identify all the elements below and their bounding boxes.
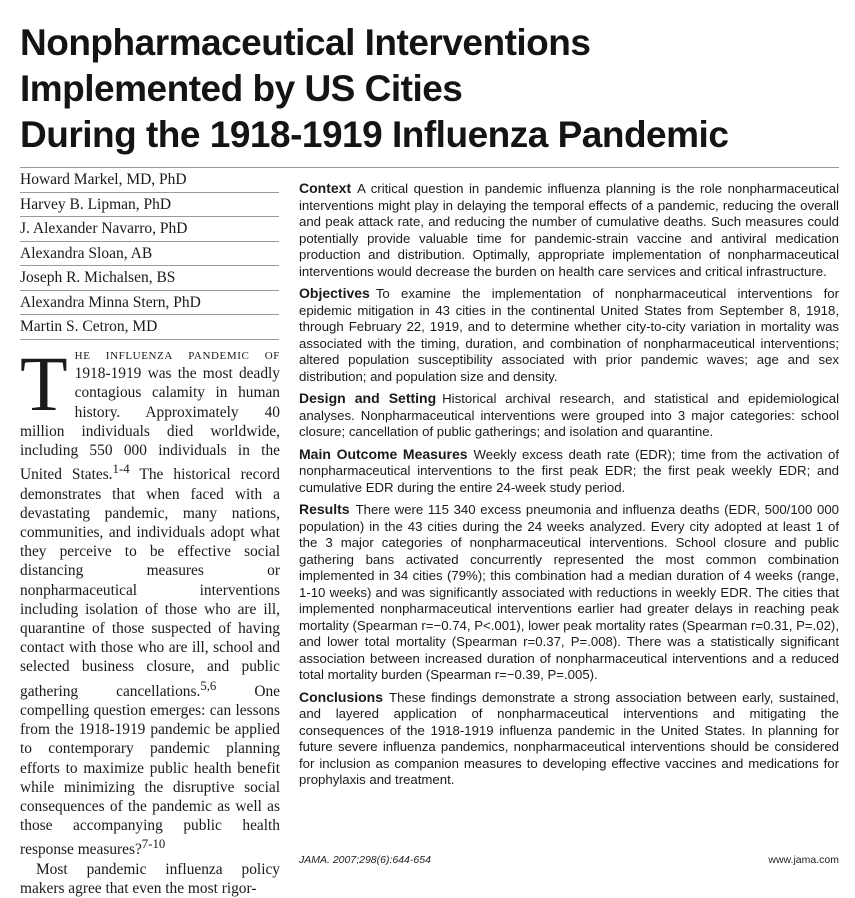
section-heading: Conclusions [299, 688, 384, 705]
intro-text-c: One compelling question emerges: can lessons from the 1918-1919 pandemic be applied to contemporary pandemic planning efforts to maximize public health benefit while minimizing the disruptive social consequences of the pandemic as well as those accompanying public health response measures? [20, 682, 280, 859]
intro-smallcaps-lead: he influenza pandemic of [74, 346, 280, 363]
reference-superscript: 5,6 [200, 678, 217, 693]
abstract-objectives [299, 285, 839, 385]
section-text: Weekly excess death rate (EDR); time from the activation of nonpharmaceutical interventions to the first peak EDR; the first peak weekly EDR; and cumulative EDR during the entire 24-week study period. [299, 446, 840, 495]
abstract-conclusions [299, 689, 839, 789]
section-heading: Design and Setting [299, 390, 437, 406]
intro-text-b: The historical record demonstrates that when faced with a devastating pandemic, many nations, communities, and individuals adopt what they perceive to be effective social distancing measures or nonpharmaceutical interventions including isolation of those who are ill, quarantine of those suspected of having contact with those who are ill, school and selected business closure, and public gathering cancellations. [20, 466, 280, 700]
author-item: Alexandra Sloan, AB [20, 242, 279, 267]
section-heading: Results [299, 501, 350, 517]
author-item: Harvey B. Lipman, PhD [20, 193, 279, 218]
abstract-context [299, 180, 839, 280]
introduction-text [20, 340, 280, 897]
section-text: There were 115 340 excess pneumonia and influenza deaths (EDR, 500/100 000 population) in the 43 cities during the 24 weeks analyzed. Every city adopted at least 1 of the 3 major categories of nonpharmaceutical interventions. School closure and public gathering bans activated concurrently represented the most common combination implemented in 34 cities (79%); this combination had a median duration of 4 weeks (range, 1-10 weeks) and was significantly associated with reductions in weekly EDR. The cities that implemented nonpharmaceutical interventions earlier had greater delays in reaching peak mortality (Spearman r=−0.74, P<.001), lower peak mortality rates (Spearman r=0.31, P=.02), and lower total mortality (Spearman r=0.37, P=.008). There was a statistically significant association between increased duration of nonpharmaceutical interventions and a reduced total mortality burden (Spearman r=−0.39, P=.005). [299, 502, 839, 682]
section-text: A critical question in pandemic influenza planning is the role nonpharmaceutical interventions might play in delaying the temporal effects of a pandemic, reducing the overall and peak attack rate, and reducing the number of cumulative deaths. Such measures could potentially provide valuable time for pandemic-strain vaccine and antiviral medication production and distribution. Optimally, appropriate implementation of nonpharmaceutical interventions would decrease the burden on health care services and critical infrastructure. [299, 181, 839, 279]
structured-abstract [299, 180, 839, 794]
author-item: Howard Markel, MD, PhD [20, 168, 279, 193]
author-item: Joseph R. Michalsen, BS [20, 266, 279, 291]
intro-paragraph-1 [20, 340, 280, 860]
journal-citation: JAMA. 2007;298(6):644-654 [299, 854, 431, 866]
abstract-design [299, 390, 839, 441]
drop-cap: T [20, 340, 68, 427]
section-text: These findings demonstrate a strong association between early, sustained, and layered application of nonpharmaceutical interventions and mitigating the consequences of the 1918-1919 influenza pandemic in the United States. In planning for future severe influenza pandemics, nonpharmaceutical interventions should be considered for inclusion as companion measures to developing effective vaccines and medications for prophylaxis and treatment. [299, 689, 839, 787]
title-line-1: Nonpharmaceutical Interventions [20, 22, 591, 63]
author-item: Alexandra Minna Stern, PhD [20, 291, 279, 316]
section-text: Historical archival research, and statistical and epidemiological analyses. Nonpharmaceutical interventions were grouped into 3 major categories: school closure; cancellation of public gatherings; and isolation and quarantine. [299, 391, 839, 439]
intro-text-a: 1918-1919 was the most deadly contagious calamity in human history. Approximately 40 million individuals died worldwide, including 550 000 individuals in the United States. [20, 365, 280, 484]
author-item: Martin S. Cetron, MD [20, 315, 279, 340]
title-line-2: Implemented by US Cities [20, 68, 463, 109]
author-list [20, 168, 279, 340]
intro-paragraph-2: Most pandemic influenza policy makers agree that even the most rigor- [20, 860, 280, 897]
journal-website: www.jama.com [768, 854, 839, 866]
author-item: J. Alexander Navarro, PhD [20, 217, 279, 242]
article-title [20, 20, 840, 158]
reference-superscript: 7-10 [141, 837, 166, 852]
section-heading: Context [299, 180, 352, 196]
section-heading: Main Outcome Measures [299, 445, 468, 462]
reference-superscript: 1-4 [112, 462, 130, 477]
abstract-results [299, 501, 839, 684]
section-text: To examine the implementation of nonpharmaceutical interventions for epidemic mitigation in 43 cities in the continental United States from September 8, 1918, through February 22, 1919, and to determine whether city-to-city variation in mortality was associated with the timing, duration, and combination of nonpharmaceutical interventions; altered population susceptibility associated with prior pandemic waves; age and sex distribution; and population size and density. [299, 286, 839, 384]
section-heading: Objectives [299, 285, 370, 301]
title-line-3: During the 1918-1919 Influenza Pandemic [20, 114, 729, 155]
abstract-outcome-measures [299, 446, 839, 497]
